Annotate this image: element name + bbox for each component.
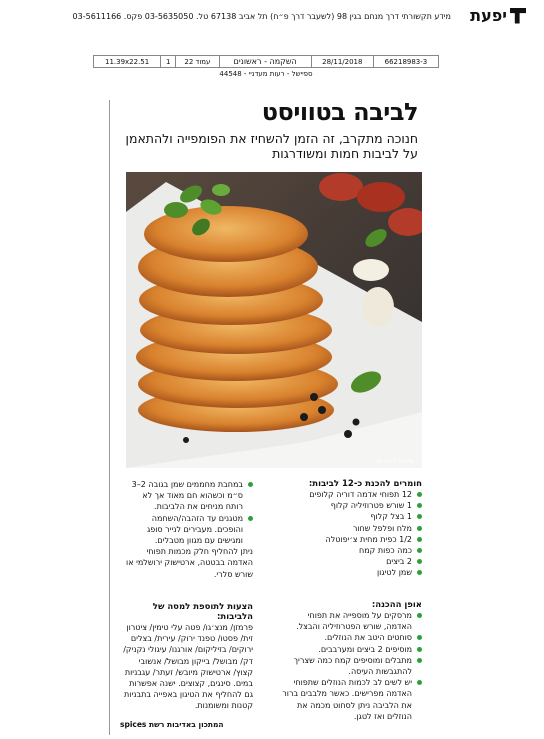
list-item: 12 תפוחי אדמה דוריה קלופים [282, 489, 422, 500]
photo-credit: צילום: רנטי טר [375, 458, 414, 465]
tips-heading: הצעות לתוספת למסה של הלביבות: [152, 602, 253, 622]
list-item: 1/2 כפית מחית צ׳יפוטלה [282, 534, 422, 545]
list-item: מלח ופלפל שחור [282, 523, 422, 534]
list-item: סוחטים היטב את הנוזלים. [282, 632, 422, 643]
list-item: במחבת מחממים שמן בגובה 2–3 ס״מ וכשהוא חם מאוד אך לא רותח מניחים את הלביבות. [123, 479, 253, 513]
frying-notes-section [123, 479, 253, 580]
header-info-line: מידע תקשורתי דרך מנחם בגין 98 (לשעבר דרך פ״ח) תל אביב 67138 טל. 03-5635050 פקס. 03-5611166 [72, 12, 451, 21]
meta-size: 11.39x22.51 [94, 56, 161, 68]
article-title: לביבה בטוויסט [261, 98, 418, 126]
ingredients-heading: חומרים להכנת כ-12 לביבות: [308, 479, 422, 489]
list-item: מתבלים ומוסיפים קמח כמה שצריך להתגבשות העיסה. [282, 655, 422, 677]
meta-publication: השקמה - ראשונים [219, 56, 311, 68]
list-item: 1 בצל קלוף [282, 511, 422, 522]
frying-notes-list [123, 479, 253, 546]
recipe-courtesy: המתכון באדיבות רשת spices [120, 720, 224, 729]
meta-count: 1 [161, 56, 176, 68]
tips-text: פרמזן/ מנצ׳גו/ פטה עלי טימין/ ציטרון זית/ פסטו/ טפנד ירוק/ עירית/ בצלים ירוקים/ בזיליקום/ אורגנו/ עיגולי נקניק/ דק/ מבושל/ בייקון מבושל/ אנשובי קצוץ/ ארטישוק מיובש/ זעתר/ עגבניות במים. סינגים, קצוצים. ישנה אפשרות גם להחליף את הטיגון באפייה בתבניות קטנות ומשומנות. [123, 623, 253, 711]
list-item: 2 ביצים [282, 556, 422, 567]
article-subtitle: חנוכה מתקרב, זה הזמן להשחיז את הפומפייה ולהתאמן על לביבות חמות ומשודרגות [125, 131, 418, 161]
ingredients-list [282, 489, 422, 579]
list-item: שמן לטיגון [282, 567, 422, 578]
latkes-photo [126, 172, 422, 468]
ingredients-section [282, 479, 422, 579]
list-item: מרסקים על מוספייה את תפוחי האדמה, שורש הפטרוזיליה והבצל. [282, 610, 422, 632]
yifat-logo-icon [510, 8, 526, 24]
logo-text: יפעת [470, 6, 507, 25]
metadata-subline: ספיישל - רעות מעדניי - 44548 [219, 70, 313, 78]
tips-section [123, 602, 253, 712]
method-heading: אופן ההכנה: [371, 600, 422, 610]
list-item: יש לשים לב לכמות הנוזלים שתפוחי האדמה מפרישים. כאשר מלבבים ברור את הלביבה ניתן לסחוט מכמה את הנוזלים ואז לטגן. [282, 677, 422, 722]
list-item: מוסיפים 2 ביצים ומערבבים. [282, 644, 422, 655]
list-item: כמה כפות קמח [282, 545, 422, 556]
list-item: 1 שורש פטרוזיליה קלוף [282, 500, 422, 511]
list-item: מטגנים עד הזהבה/השחמה והופכים. מעבירים לנייר סופג ומגישים עם מגוון מטבלים. [123, 513, 253, 547]
method-list [282, 610, 422, 722]
column-divider [109, 100, 110, 735]
meta-date: 28/11/2018 [311, 56, 373, 68]
metadata-table [93, 55, 439, 68]
meta-page: עמוד 22 [176, 56, 219, 68]
meta-id: 66218983-3 [373, 56, 438, 68]
method-section [282, 600, 422, 722]
latkes-illustration [126, 172, 422, 468]
yifat-logo [470, 6, 526, 25]
substitution-note: ניתן להחליף חלק מכמות תפוחי האדמה בבטטה, ארטישוק ירושלמי או שורש סלרי. [126, 547, 253, 579]
